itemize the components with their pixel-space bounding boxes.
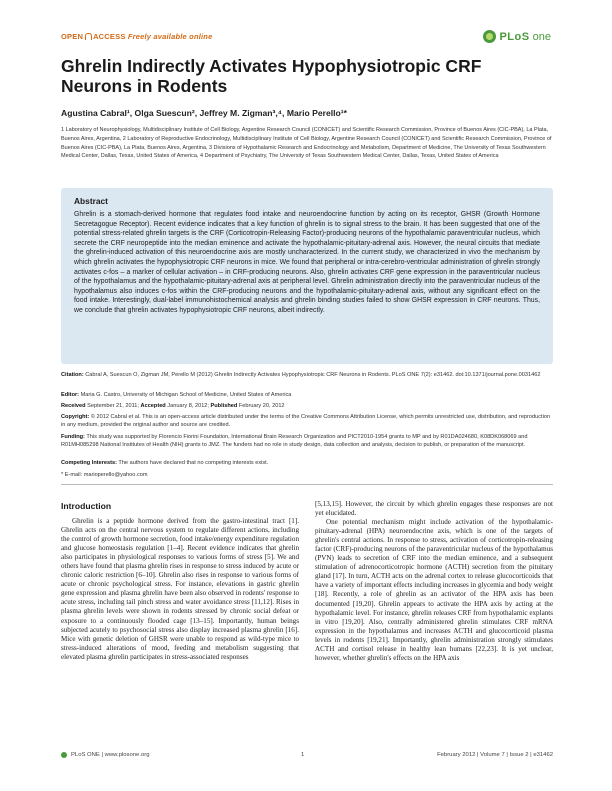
- divider: [61, 484, 553, 485]
- plos-logo-icon: [483, 30, 496, 43]
- abstract-heading: Abstract: [74, 196, 108, 206]
- article-dates: Received September 21, 2011; Accepted January 8, 2012; Published February 20, 2012: [61, 403, 285, 409]
- article-title: Ghrelin Indirectly Activates Hypophysiotropic CRF Neurons in Rodents: [61, 56, 482, 96]
- journal-header: [61, 30, 551, 46]
- citation: Citation: Cabral A, Suescun O, Zigman JM, Perello M (2012) Ghrelin Indirectly Activates Hypophysiotropic CRF Neurons in Rodents. PLoS ONE 7(2): e31462. doi:10.1371/journal.pone.0031462: [61, 372, 541, 378]
- open-access-badge: OPEN ACCESS Freely available online: [61, 32, 213, 41]
- copyright: Copyright: © 2012 Cabral et al. This is an open-access article distributed under the terms of the Creative Commons Attribution License, which permits unrestricted use, distribution, and reproduction in any medium, provided the original author and source are credited.: [61, 414, 551, 429]
- right-column: [315, 500, 553, 663]
- editor: Editor: Maria G. Castro, University of Michigan School of Medicine, United States of America: [61, 392, 292, 398]
- paragraph: [5,13,15]. However, the circuit by which ghrelin engages these responses are not yet elucidated.: [315, 500, 553, 518]
- section-heading: Introduction: [61, 501, 112, 511]
- lock-icon: [85, 33, 92, 40]
- freely-available-label: Freely available online: [127, 32, 213, 41]
- issue-info: February 2012 | Volume 7 | Issue 2 | e31462: [437, 752, 553, 758]
- funding: Funding: This study was supported by Florencio Fiorini Foundation, International Brain Research Organization and PICT2010-1954 grants to MP and by R01DA024680, K08DK068069 and R01MH085298 National Institutes of Health (NIH) grants to JMZ. The funders had no role in study design, data collection and analysis, decision to publish, or preparation of the manuscript.: [61, 434, 528, 449]
- left-column: [61, 517, 299, 662]
- journal-url: PLoS ONE | www.plosone.org: [71, 752, 150, 758]
- plos-logo-icon: [61, 752, 67, 758]
- author-list: Agustina Cabral¹, Olga Suescun², Jeffrey M. Zigman³,⁴, Mario Perello¹*: [61, 108, 347, 118]
- page-number: 1: [301, 752, 305, 758]
- email: * E-mail: marioperello@yahoo.com: [61, 472, 148, 478]
- competing-interests: Competing Interests: The authors have declared that no competing interests exist.: [61, 460, 269, 466]
- paragraph: One potential mechanism might include activation of the hypothalamic-pituitary-adrenal (HPA) neuroendocrine axis, which is one of the targets of ghrelin's central actions. In response to stress, activation of corticotropin-releasing factor (CRF)-producing neurons of the paraventricular nucleus of the hypothalamus (PVN) leads to secretion of CRF into the median eminence, and a subsequent stimulation of adrenocorticotropic hormone (ACTH) secretion from the pituitary gland [17]. In turn, ACTH acts on the adrenal cortex to release glucocorticoids that have a variety of important effects including increases in glycemia and body weight [18]. Recently, a role of ghrelin as an activator of the HPA axis has been documented [19,20]. Ghrelin appears to activate the HPA axis by acting at the hypothalamic level. For instance, ghrelin releases CRF from hypothalamic explants in vitro [19,20]. Also, centrally administered ghrelin stimulates CRF mRNA expression in the hypothalamus and increases ACTH and glucocorticoid plasma levels in rodents [19,21]. Importantly, ghrelin administration strongly stimulates ACTH and cortisol release in healthy lean humans [22,23]. It is yet unclear, however, whether ghrelin's effects on the HPA axis: [315, 518, 553, 662]
- affiliations: 1 Laboratory of Neurophysiology, Multidisciplinary Institute of Cell Biology, Argentine Research Council (CONICET) and Scientific Research Commission, Province of Buenos Aires (CIC-PBA), La Plata, Buenos Aires, Argentina, 2 Laboratory of Reproductive Endocrinology, Multidisciplinary Institute of Cell Biology, Argentine Research Council (CONICET) and Scientific Research Commission, Province of Buenos Aires (CIC-PBA), La Plata, Buenos Aires, Argentina, 3 Divisions of Hypothalamic Research and Endocrinology and Metabolism, Department of Medicine, The University of Texas Southwestern Medical Center, Dallas, Texas, United States of America, 4 Department of Psychiatry, The University of Texas Southwestern Medical Center, Dallas, Texas, United States of America: [61, 127, 552, 160]
- plos-one-logo: PLoS one: [483, 30, 551, 43]
- paragraph: Ghrelin is a peptide hormone derived from the gastro-intestinal tract [1]. Ghrelin acts on the central nervous system to regulate different actions, including the control of growth hormone secretion, food intake/energy expenditure regulation and glucose homeostasis regulation [1–4]. Recent evidence indicates that ghrelin also participates in physiological responses to various forms of stress [5]. We and others have found that plasma ghrelin rises in response to stress induced by acute or chronic caloric restriction [6–10]. Ghrelin also rises in response to various forms of acute or chronic psychological stress. For instance, elevations in gastric ghrelin gene expression and plasma ghrelin have been also observed in rodents' response to acute stress, including tail pinch stress and water avoidance stress [11,12]. Rises in plasma ghrelin levels were shown in rodents stressed by chronic social defeat or exposure to a continuously flooded cage [13–15]. Importantly, human beings subjected acutely to psychosocial stress also display increased plasma ghrelin [16]. Mice with genetic deletion of GHSR were unable to respond as wild-type mice to stress-induced alterations of mood, feeding and metabolism suggesting that elevated plasma ghrelin participates in stress-associated responses: [61, 517, 299, 661]
- abstract-text: Ghrelin is a stomach-derived hormone that regulates food intake and neuroendocrine function by acting on its receptor, GHSR (Growth Hormone Secretagogue Receptor). Recent evidence indicates that a key function of ghrelin is to signal stress to the brain. It has been suggested that one of the potential stress-related ghrelin targets is the CRF (Corticotropin-Releasing Factor)-producing neurons of the hypothalamic paraventricular nucleus, which secrete the CRF neuropeptide into the median eminence and activate the hypothalamic-pituitary-adrenal axis. However, the neural circuits that mediate the ghrelin-induced activation of this neuroendocrine axis are mostly uncharacterized. In the current study, we characterized in vivo the mechanism by which ghrelin activates the hypophysiotropic CRF neurons in mice. We found that peripheral or intra-cerebro-ventricular administration of ghrelin strongly activates c-fos – a marker of cellular activation – in CRF-producing neurons. Also, ghrelin activates CRF gene expression in the paraventricular nucleus of the hypothalamus and the hypothalamic-pituitary-adrenal axis at peripheral level. Ghrelin administration directly into the paraventricular nucleus of the hypothalamus also induces c-fos within the CRF-producing neurons and the hypothalamic-pituitary-adrenal axis, without any significant effect on the food intake. Interestingly, dual-label immunohistochemical analysis and ghrelin binding studies failed to show GHSR expression in CRF neurons. Thus, we conclude that ghrelin activates hypophysiotropic CRF neurons, albeit indirectly.: [74, 211, 540, 314]
